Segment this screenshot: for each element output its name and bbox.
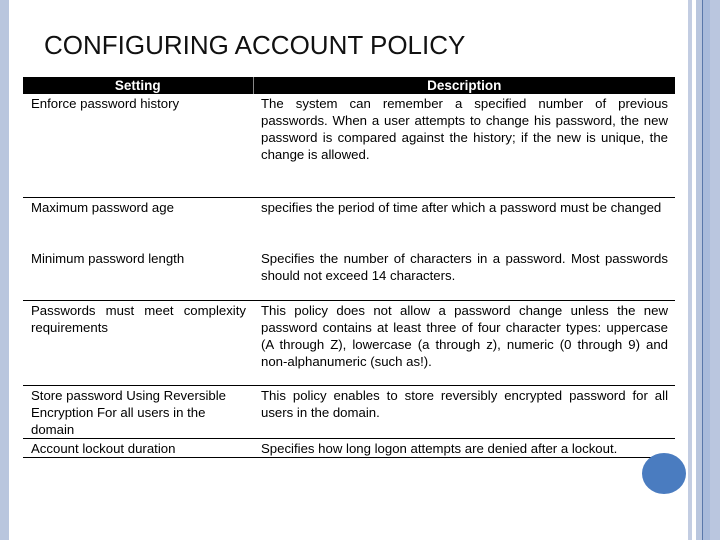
setting-cell: Store password Using Reversible Encryption For all users in the domain xyxy=(23,385,253,438)
setting-cell: Minimum password length xyxy=(23,249,253,300)
table-row xyxy=(23,300,675,385)
table-row xyxy=(23,385,675,438)
description-cell: Specifies the number of characters in a password. Most passwords should not exceed 14 characters. xyxy=(253,249,675,300)
table-row xyxy=(23,438,675,457)
setting-cell: Passwords must meet complexity requirements xyxy=(23,300,253,385)
header-setting: Setting xyxy=(23,77,253,94)
description-cell: This policy does not allow a password change unless the new password contains at least three of four character types: uppercase (A through Z), lowercase (a through z), numeric (0 through 9) and non-alphanumeric (such as!). xyxy=(253,300,675,385)
right-border-decoration xyxy=(703,0,710,540)
left-border-decoration xyxy=(0,0,9,540)
table-row xyxy=(23,197,675,249)
decorative-circle-icon xyxy=(642,453,686,494)
slide-title: CONFIGURING ACCOUNT POLICY xyxy=(44,30,466,60)
right-border-decoration xyxy=(688,0,692,540)
setting-cell: Account lockout duration xyxy=(23,438,253,457)
setting-cell: Enforce password history xyxy=(23,94,253,197)
description-cell: This policy enables to store reversibly encrypted password for all users in the domain. xyxy=(253,385,675,438)
header-description: Description xyxy=(253,77,675,94)
description-cell: The system can remember a specified number of previous passwords. When a user attempts to change his password, the new password is compared against the history; if the new is unique, the change is allowed. xyxy=(253,94,675,197)
right-border-decoration xyxy=(710,0,720,540)
account-policy-table xyxy=(23,77,675,458)
description-cell: Specifies how long logon attempts are denied after a lockout. xyxy=(253,438,675,457)
table-row xyxy=(23,94,675,197)
table-row xyxy=(23,249,675,300)
description-cell: specifies the period of time after which a password must be changed xyxy=(261,199,662,215)
setting-cell: Maximum password age xyxy=(31,199,174,215)
